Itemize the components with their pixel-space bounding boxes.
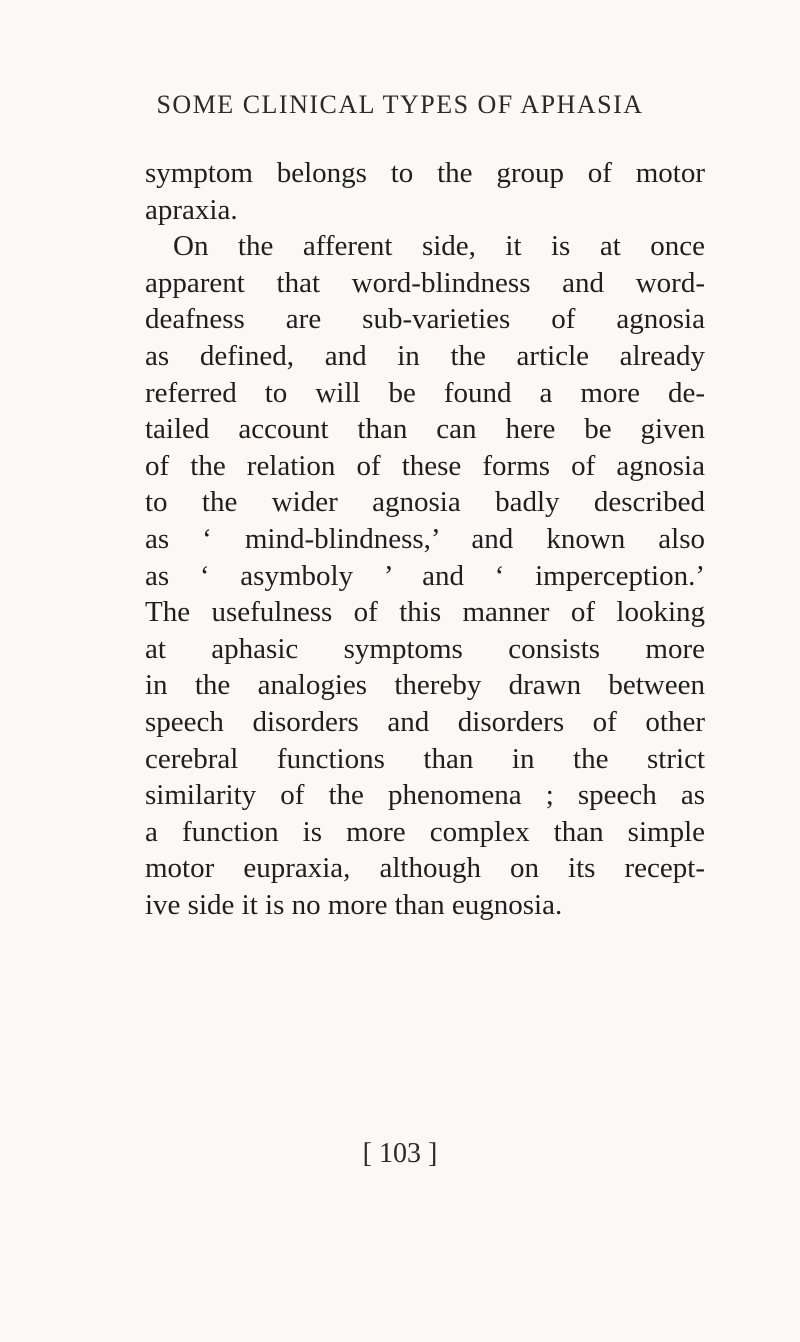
text-line: motor eupraxia, although on its recept- (145, 852, 705, 885)
text-line: symptom belongs to the group of motor (145, 157, 705, 189)
text-line: as ‘ mind-blindness,’ and known also (145, 522, 705, 555)
body-text (145, 155, 705, 923)
text-line: apraxia. (145, 193, 238, 226)
text-line: On the afferent side, it is at once (173, 230, 705, 263)
text-line: deafness are sub-varieties of agnosia (145, 303, 705, 336)
text-line: tailed account than can here be given (145, 413, 705, 446)
text-line: of the relation of these forms of agnosia (145, 449, 705, 482)
text-line: apparent that word-blindness and word- (145, 266, 705, 299)
text-line: ive side it is no more than eugnosia. (145, 888, 563, 921)
text-line: as ‘ asymboly ’ and ‘ imperception.’ (145, 559, 705, 592)
page-number: [ 103 ] (362, 1138, 438, 1169)
text-line: cerebral functions than in the strict (145, 742, 705, 775)
text-line: similarity of the phenomena ; speech as (145, 779, 705, 812)
running-head: SOME CLINICAL TYPES OF APHASIA (156, 90, 644, 119)
text-line: The usefulness of this manner of looking (145, 596, 705, 629)
text-line: referred to will be found a more de- (145, 376, 705, 409)
text-line: in the analogies thereby drawn between (145, 669, 705, 702)
text-line: a function is more complex than simple (145, 815, 705, 848)
text-line: as defined, and in the article already (145, 339, 705, 372)
text-line: to the wider agnosia badly described (145, 486, 705, 519)
text-line: at aphasic symptoms consists more (145, 632, 705, 665)
text-line: speech disorders and disorders of other (145, 705, 705, 738)
